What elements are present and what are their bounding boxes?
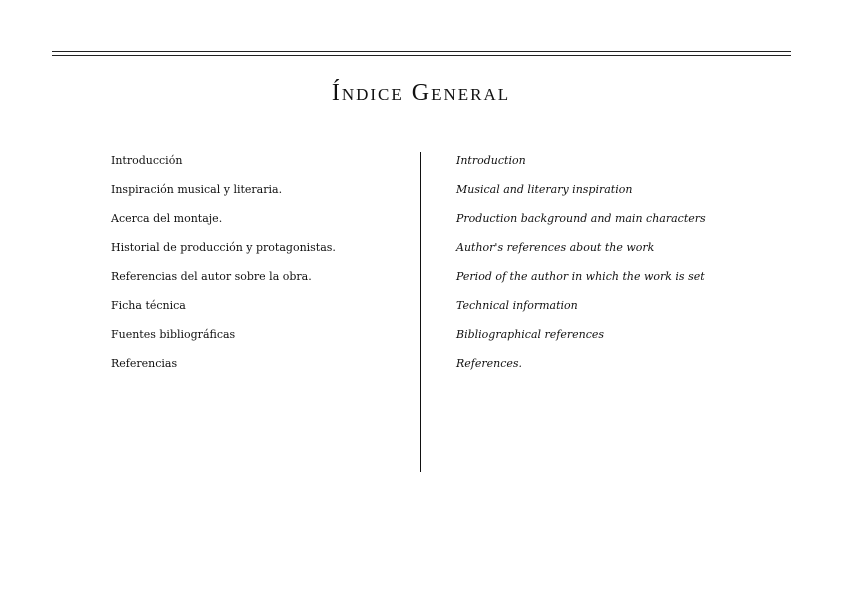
index-item-es: Acerca del montaje. bbox=[111, 212, 223, 225]
index-item-es: Referencias bbox=[111, 357, 178, 370]
index-item-en: Musical and literary inspiration bbox=[456, 183, 633, 196]
index-item-en: References. bbox=[456, 357, 523, 370]
index-item-en: Introduction bbox=[456, 154, 526, 167]
index-item-en: Technical information bbox=[456, 299, 578, 312]
index-item-en: Production background and main characters bbox=[456, 212, 706, 225]
spanish-index-list bbox=[111, 154, 336, 386]
index-item-en: Period of the author in which the work is set bbox=[456, 270, 705, 283]
index-item-es: Historial de producción y protagonistas. bbox=[111, 241, 336, 254]
index-item-es: Inspiración musical y literaria. bbox=[111, 183, 283, 196]
index-item-es: Referencias del autor sobre la obra. bbox=[111, 270, 312, 283]
index-item-es: Introducción bbox=[111, 154, 183, 167]
index-item-es: Ficha técnica bbox=[111, 299, 186, 312]
page-title: Índice General bbox=[331, 80, 511, 106]
index-item-en: Bibliographical references bbox=[456, 328, 605, 341]
english-index-list bbox=[456, 154, 706, 386]
column-divider bbox=[420, 152, 421, 472]
index-item-en: Author's references about the work bbox=[456, 241, 655, 254]
header-rule-bottom bbox=[52, 55, 791, 56]
index-item-es: Fuentes bibliográficas bbox=[111, 328, 236, 341]
header-rule-top bbox=[52, 51, 791, 52]
